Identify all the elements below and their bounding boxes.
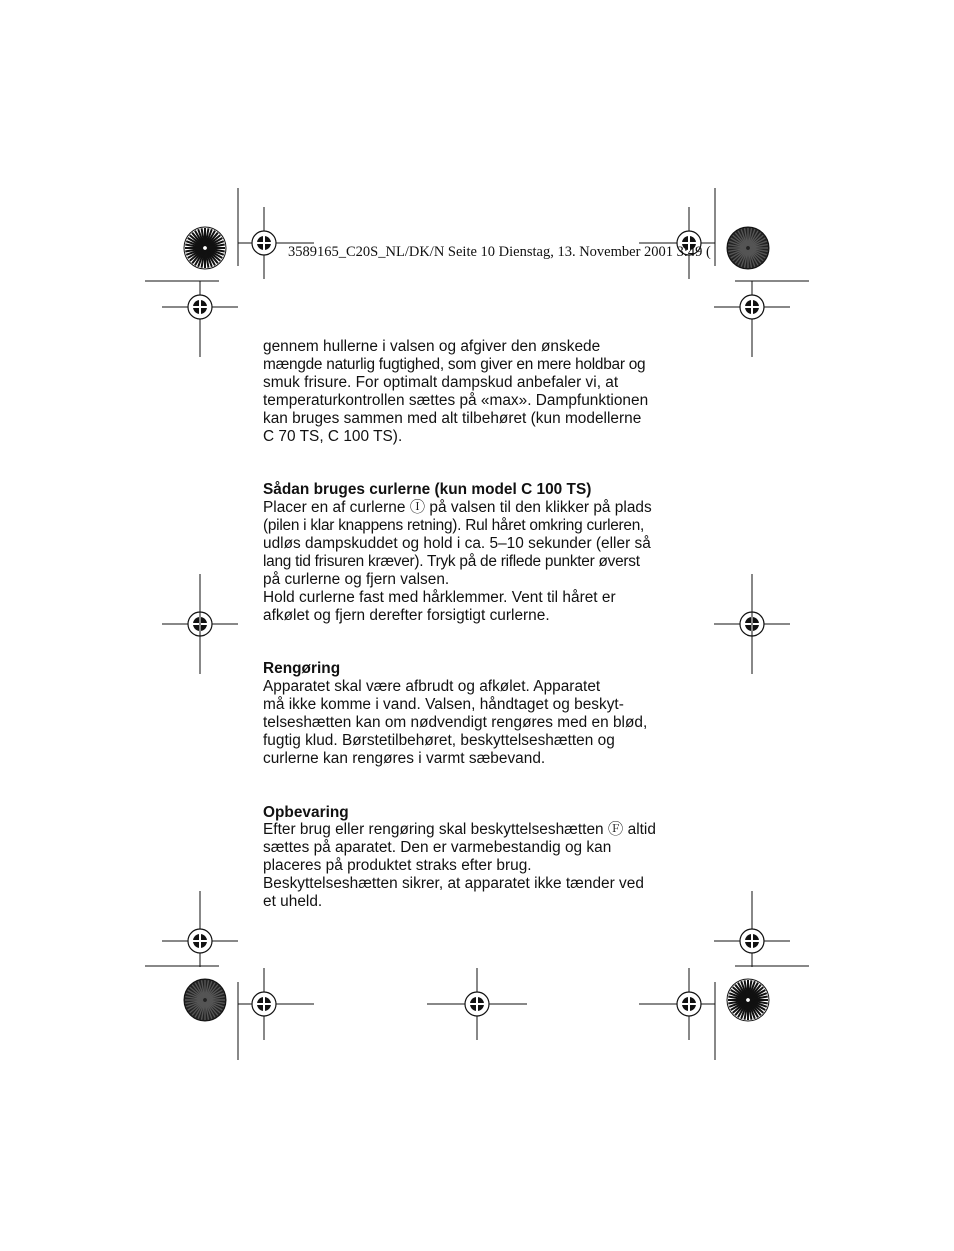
starburst-bottom-right — [727, 979, 769, 1021]
text-line: må ikke komme i vand. Valsen, håndtaget og beskyt- — [263, 696, 624, 714]
text-line: lang tid frisuren kræver). Tryk på de riflede punkter øverst — [263, 552, 640, 570]
text-line: (pilen i klar knappens retning). Rul håret omkring curleren, — [263, 517, 645, 535]
starburst-top-left — [184, 227, 226, 269]
text-line: Beskyttelseshætten sikrer, at apparatet ikke tænder ved — [263, 875, 644, 893]
intro-paragraph — [263, 338, 703, 445]
text-line: sættes på aparatet. Den er varmebestandig og kan — [263, 839, 612, 857]
text-line: et uheld. — [263, 893, 323, 911]
text-line: udløs dampskuddet og hold i ca. 5–10 sekunder (eller så — [263, 534, 651, 552]
text-line: telseshætten kan om nødvendigt rengøres med en blød, — [263, 714, 648, 731]
registration-mark-right-lower — [714, 891, 790, 967]
registration-mark-bottom-left — [238, 968, 314, 1040]
text-line: afkølet og fjern derefter forsigtigt curlerne. — [263, 606, 550, 624]
text-line: gennem hullerne i valsen og afgiver den ønskede — [263, 338, 601, 355]
section-cleaning — [263, 660, 703, 767]
text-line: placeres på produktet straks efter brug. — [263, 857, 532, 875]
text-line: Hold curlerne fast med hårklemmer. Vent til håret er — [263, 588, 616, 606]
registration-mark-right-middle — [714, 574, 790, 674]
registration-mark-bottom-center — [427, 968, 527, 1040]
registration-mark-left-upper — [162, 281, 238, 357]
text-line: på curlerne og fjern valsen. — [263, 570, 450, 588]
text-line: fugtig klud. Børstetilbehøret, beskyttelseshætten og — [263, 731, 615, 749]
document-body — [263, 338, 703, 911]
starburst-top-right — [727, 227, 769, 269]
text-line: temperaturkontrollen sættes på «max». Dampfunktionen — [263, 391, 649, 409]
section-heading: Opbevaring — [263, 803, 349, 821]
text-line: Apparatet skal være afbrudt og afkølet. Apparatet — [263, 678, 601, 696]
section-heading: Sådan bruges curlerne (kun model C 100 TS) — [263, 481, 592, 499]
text-line: Placer en af curlerne Ⓘ på valsen til den klikker på plads — [263, 499, 652, 517]
registration-mark-bottom-right — [639, 968, 715, 1040]
text-line: curlerne kan rengøres i varmt sæbevand. — [263, 749, 546, 767]
print-slug: 3589165_C20S_NL/DK/N Seite 10 Dienstag, 13. November 2001 3:49 ( — [288, 244, 711, 260]
text-line: Efter brug eller rengøring skal beskyttelseshætten Ⓕ altid — [263, 821, 656, 839]
registration-mark-left-lower — [162, 891, 238, 967]
text-line: C 70 TS, C 100 TS). — [263, 427, 403, 445]
section-heading: Rengøring — [263, 660, 341, 678]
registration-mark-right-upper — [714, 281, 790, 357]
section-curlers — [263, 481, 703, 624]
text-line: mængde naturlig fugtighed, som giver en mere holdbar og — [263, 355, 646, 373]
registration-mark-left-middle — [162, 574, 238, 674]
starburst-bottom-left — [184, 979, 226, 1021]
section-storage — [263, 804, 703, 911]
text-line: kan bruges sammen med alt tilbehøret (kun modellerne — [263, 409, 642, 427]
text-line: smuk frisure. For optimalt dampskud anbefaler vi, at — [263, 373, 619, 391]
